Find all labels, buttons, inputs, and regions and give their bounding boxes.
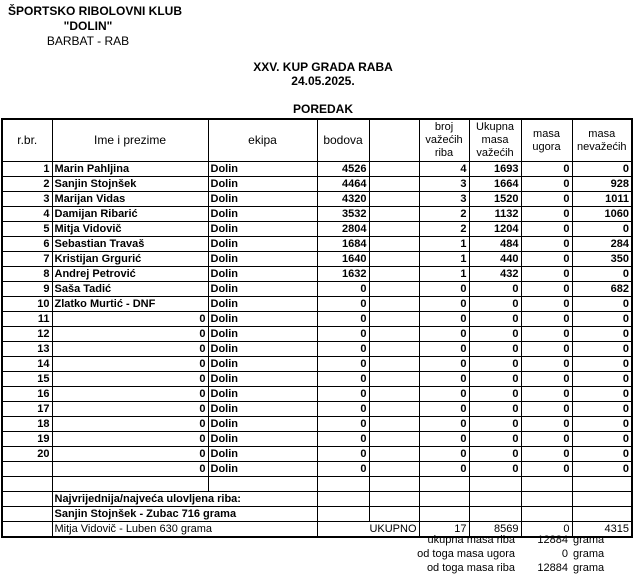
biggest-fish-2: Mitja Vidovič - Luben 630 grama [52,522,317,538]
cell-name: Zlatko Murtić - DNF [52,297,208,312]
cell-empty [2,507,52,522]
cell-total-mass: 0 [469,432,521,447]
cell-name: Marijan Vidas [52,192,208,207]
totals-count: 17 [419,522,469,538]
cell-rbr: 1 [2,162,52,177]
cell-total-mass: 1520 [469,192,521,207]
col-header-blank [369,119,419,162]
cell-empty [521,477,572,492]
cell-ugor-mass: 0 [521,312,572,327]
cell-count: 0 [419,432,469,447]
cell-ugor-mass: 0 [521,282,572,297]
cell-count: 0 [419,327,469,342]
cell-rbr: 5 [2,222,52,237]
cell-total-mass: 1664 [469,177,521,192]
cell-points: 0 [317,417,369,432]
cell-total-mass: 1204 [469,222,521,237]
cell-team: Dolin [208,207,317,222]
cell-empty [369,477,419,492]
cell-blank [369,312,419,327]
cell-blank [369,432,419,447]
table-row [2,312,632,327]
cell-empty [208,477,317,492]
cell-invalid-mass: 0 [572,162,632,177]
summary-row [0,533,640,547]
cell-total-mass: 0 [469,327,521,342]
cell-rbr [2,462,52,477]
cell-blank [369,462,419,477]
cell-points: 1632 [317,267,369,282]
club-location: BARBAT - RAB [46,34,130,48]
cell-empty [52,477,208,492]
cell-rbr: 12 [2,327,52,342]
col-header-ugor-mass: masa ugora [521,119,572,162]
cell-ugor-mass: 0 [521,387,572,402]
table-row [2,237,632,252]
table-row [2,252,632,267]
cell-count: 0 [419,312,469,327]
cell-team: Dolin [208,252,317,267]
table-row [2,372,632,387]
cell-points: 0 [317,282,369,297]
cell-team: Dolin [208,357,317,372]
cell-total-mass: 1132 [469,207,521,222]
cell-invalid-mass: 682 [572,282,632,297]
table-row [2,282,632,297]
cell-total-mass: 0 [469,402,521,417]
cell-invalid-mass: 0 [572,342,632,357]
cell-count: 0 [419,282,469,297]
cell-ugor-mass: 0 [521,357,572,372]
cell-points: 4320 [317,192,369,207]
col-header-rbr: r.br. [2,119,52,162]
cell-count: 1 [419,237,469,252]
cell-count: 0 [419,402,469,417]
cell-blank [369,162,419,177]
summary-unit: grama [573,534,605,546]
cell-count: 0 [419,357,469,372]
cell-empty [317,477,369,492]
cell-empty [2,492,52,507]
cell-total-mass: 0 [469,417,521,432]
table-row [2,387,632,402]
cell-name: 0 [52,327,208,342]
summary-value: 0 [561,548,568,560]
cell-name: Mitja Vidovič [52,222,208,237]
cell-total-mass: 0 [469,387,521,402]
table-row [2,432,632,447]
cell-points: 0 [317,297,369,312]
table-row [2,177,632,192]
cell-total-mass: 1693 [469,162,521,177]
cell-invalid-mass: 0 [572,432,632,447]
cell-rbr: 2 [2,177,52,192]
totals-label: UKUPNO [317,522,419,538]
event-title: XXV. KUP GRADA RABA [253,60,393,74]
cell-ugor-mass: 0 [521,432,572,447]
cell-points: 0 [317,342,369,357]
table-row [2,192,632,207]
summary-label: ukupna masa riba [427,534,515,546]
table-row [2,222,632,237]
cell-empty [572,507,632,522]
cell-count: 1 [419,267,469,282]
cell-count: 4 [419,162,469,177]
cell-points: 0 [317,432,369,447]
cell-rbr: 18 [2,417,52,432]
cell-ugor-mass: 0 [521,252,572,267]
cell-blank [369,267,419,282]
cell-blank [369,402,419,417]
cell-rbr: 20 [2,447,52,462]
cell-invalid-mass: 350 [572,252,632,267]
cell-invalid-mass: 0 [572,447,632,462]
cell-count: 0 [419,342,469,357]
cell-ugor-mass: 0 [521,372,572,387]
table-row [2,342,632,357]
cell-name: 0 [52,402,208,417]
cell-points: 3532 [317,207,369,222]
cell-points: 1640 [317,252,369,267]
cell-team: Dolin [208,372,317,387]
cell-ugor-mass: 0 [521,162,572,177]
cell-rbr: 7 [2,252,52,267]
cell-rbr: 8 [2,267,52,282]
cell-name: 0 [52,342,208,357]
cell-total-mass: 0 [469,282,521,297]
event-date: 24.05.2025. [291,74,355,88]
cell-team: Dolin [208,162,317,177]
cell-blank [369,372,419,387]
table-row [2,327,632,342]
table-row [2,297,632,312]
cell-count: 1 [419,252,469,267]
summary-row [0,561,640,575]
cell-ugor-mass: 0 [521,462,572,477]
cell-rbr: 19 [2,432,52,447]
table-row [2,447,632,462]
cell-invalid-mass: 0 [572,297,632,312]
cell-invalid-mass: 0 [572,312,632,327]
cell-points: 4526 [317,162,369,177]
cell-name: Marin Pahljina [52,162,208,177]
biggest-fish-1: Sanjin Stojnšek - Zubac 716 grama [52,507,317,522]
cell-invalid-mass: 0 [572,417,632,432]
cell-points: 4464 [317,177,369,192]
summary-value: 12884 [537,534,568,546]
table-row [2,267,632,282]
cell-ugor-mass: 0 [521,192,572,207]
cell-invalid-mass: 284 [572,237,632,252]
cell-blank [369,237,419,252]
results-table [1,118,633,538]
cell-rbr: 15 [2,372,52,387]
totals-invalid-mass: 4315 [572,522,632,538]
table-row [2,417,632,432]
cell-invalid-mass: 0 [572,372,632,387]
cell-total-mass: 0 [469,357,521,372]
cell-count: 0 [419,417,469,432]
cell-blank [369,417,419,432]
cell-blank [369,327,419,342]
cell-blank [369,297,419,312]
biggest-fish-label-row [2,492,632,507]
cell-ugor-mass: 0 [521,402,572,417]
table-row [2,462,632,477]
cell-points: 0 [317,327,369,342]
table-row [2,402,632,417]
cell-rbr: 13 [2,342,52,357]
table-header-row [2,119,632,162]
cell-team: Dolin [208,297,317,312]
cell-rbr: 14 [2,357,52,372]
cell-count: 2 [419,207,469,222]
cell-team: Dolin [208,462,317,477]
cell-invalid-mass: 1011 [572,192,632,207]
cell-team: Dolin [208,267,317,282]
cell-team: Dolin [208,237,317,252]
cell-total-mass: 440 [469,252,521,267]
cell-total-mass: 484 [469,237,521,252]
cell-blank [369,357,419,372]
cell-team: Dolin [208,402,317,417]
cell-ugor-mass: 0 [521,222,572,237]
cell-points: 1684 [317,237,369,252]
col-header-total-mass: Ukupna masa važećih [469,119,521,162]
cell-total-mass: 0 [469,372,521,387]
cell-rbr: 4 [2,207,52,222]
cell-name: 0 [52,387,208,402]
cell-points: 0 [317,462,369,477]
cell-blank [369,252,419,267]
cell-empty [521,507,572,522]
table-row-empty [2,477,632,492]
table-row [2,207,632,222]
cell-count: 3 [419,192,469,207]
cell-empty [317,492,369,507]
cell-empty [369,507,419,522]
club-name: ŠPORTSKO RIBOLOVNI KLUB [8,4,183,18]
cell-invalid-mass: 0 [572,327,632,342]
table-row [2,357,632,372]
cell-total-mass: 432 [469,267,521,282]
cell-invalid-mass: 0 [572,222,632,237]
summary-unit: grama [573,562,605,574]
summary-value: 12884 [537,562,568,574]
cell-empty [469,492,521,507]
cell-rbr: 9 [2,282,52,297]
cell-ugor-mass: 0 [521,327,572,342]
cell-rbr: 16 [2,387,52,402]
cell-total-mass: 0 [469,297,521,312]
cell-empty [369,492,419,507]
cell-team: Dolin [208,177,317,192]
cell-points: 0 [317,402,369,417]
cell-points: 2804 [317,222,369,237]
col-header-count: broj važećih riba [419,119,469,162]
cell-empty [419,507,469,522]
cell-count: 0 [419,372,469,387]
cell-count: 0 [419,447,469,462]
club-short-name: "DOLIN" [63,19,113,33]
cell-count: 0 [419,387,469,402]
cell-invalid-mass: 928 [572,177,632,192]
cell-empty [2,477,52,492]
cell-points: 0 [317,312,369,327]
cell-ugor-mass: 0 [521,267,572,282]
summary-row [0,547,640,561]
cell-count: 0 [419,297,469,312]
event-header [208,60,438,88]
cell-blank [369,447,419,462]
cell-team: Dolin [208,387,317,402]
cell-invalid-mass: 0 [572,402,632,417]
cell-empty [469,507,521,522]
cell-ugor-mass: 0 [521,447,572,462]
cell-blank [369,177,419,192]
cell-name: 0 [52,432,208,447]
biggest-fish-label: Najvrijednija/najveća ulovljena riba: [52,492,317,507]
cell-count: 3 [419,177,469,192]
cell-name: 0 [52,447,208,462]
cell-blank [369,342,419,357]
cell-team: Dolin [208,447,317,462]
cell-points: 0 [317,372,369,387]
cell-total-mass: 0 [469,462,521,477]
cell-invalid-mass: 0 [572,357,632,372]
cell-rbr: 17 [2,402,52,417]
cell-name: 0 [52,372,208,387]
cell-invalid-mass: 0 [572,387,632,402]
cell-team: Dolin [208,222,317,237]
cell-name: 0 [52,357,208,372]
cell-blank [369,282,419,297]
cell-team: Dolin [208,342,317,357]
cell-count: 2 [419,222,469,237]
cell-blank [369,222,419,237]
cell-empty [419,477,469,492]
cell-team: Dolin [208,312,317,327]
cell-total-mass: 0 [469,447,521,462]
cell-empty [317,507,369,522]
cell-ugor-mass: 0 [521,342,572,357]
cell-empty [419,492,469,507]
cell-name: Saša Tadić [52,282,208,297]
cell-empty [572,492,632,507]
cell-points: 0 [317,387,369,402]
cell-empty [572,477,632,492]
cell-name: Kristijan Grgurić [52,252,208,267]
biggest-fish-row-1 [2,507,632,522]
summary-label: od toga masa ugora [417,548,515,560]
cell-name: Damijan Ribarić [52,207,208,222]
cell-points: 0 [317,447,369,462]
cell-empty [469,477,521,492]
cell-rbr: 11 [2,312,52,327]
cell-ugor-mass: 0 [521,207,572,222]
cell-total-mass: 0 [469,342,521,357]
cell-rbr: 6 [2,237,52,252]
cell-count: 0 [419,462,469,477]
cell-points: 0 [317,357,369,372]
cell-team: Dolin [208,192,317,207]
cell-name: 0 [52,417,208,432]
cell-team: Dolin [208,417,317,432]
table-row [2,162,632,177]
cell-blank [369,207,419,222]
cell-name: Sebastian Travaš [52,237,208,252]
cell-ugor-mass: 0 [521,417,572,432]
col-header-points: bodova [317,119,369,162]
cell-blank [369,387,419,402]
col-header-team: ekipa [208,119,317,162]
cell-total-mass: 0 [469,312,521,327]
cell-rbr: 3 [2,192,52,207]
cell-name: Sanjin Stojnšek [52,177,208,192]
cell-name: 0 [52,312,208,327]
cell-invalid-mass: 0 [572,462,632,477]
summary-unit: grama [573,548,605,560]
summary-label: od toga masa riba [426,562,515,574]
cell-team: Dolin [208,432,317,447]
cell-team: Dolin [208,282,317,297]
section-title: POREDAK [292,102,353,116]
cell-rbr: 10 [2,297,52,312]
cell-ugor-mass: 0 [521,237,572,252]
cell-invalid-mass: 0 [572,267,632,282]
cell-empty [521,492,572,507]
totals-ugor-mass: 0 [521,522,572,538]
col-header-name: Ime i prezime [52,119,208,162]
cell-invalid-mass: 1060 [572,207,632,222]
cell-name: Andrej Petrović [52,267,208,282]
cell-ugor-mass: 0 [521,177,572,192]
col-header-invalid-mass: masa nevažećih [572,119,632,162]
cell-team: Dolin [208,327,317,342]
cell-blank [369,192,419,207]
club-header [8,4,183,49]
cell-name: 0 [52,462,208,477]
totals-total-mass: 8569 [469,522,521,538]
cell-ugor-mass: 0 [521,297,572,312]
